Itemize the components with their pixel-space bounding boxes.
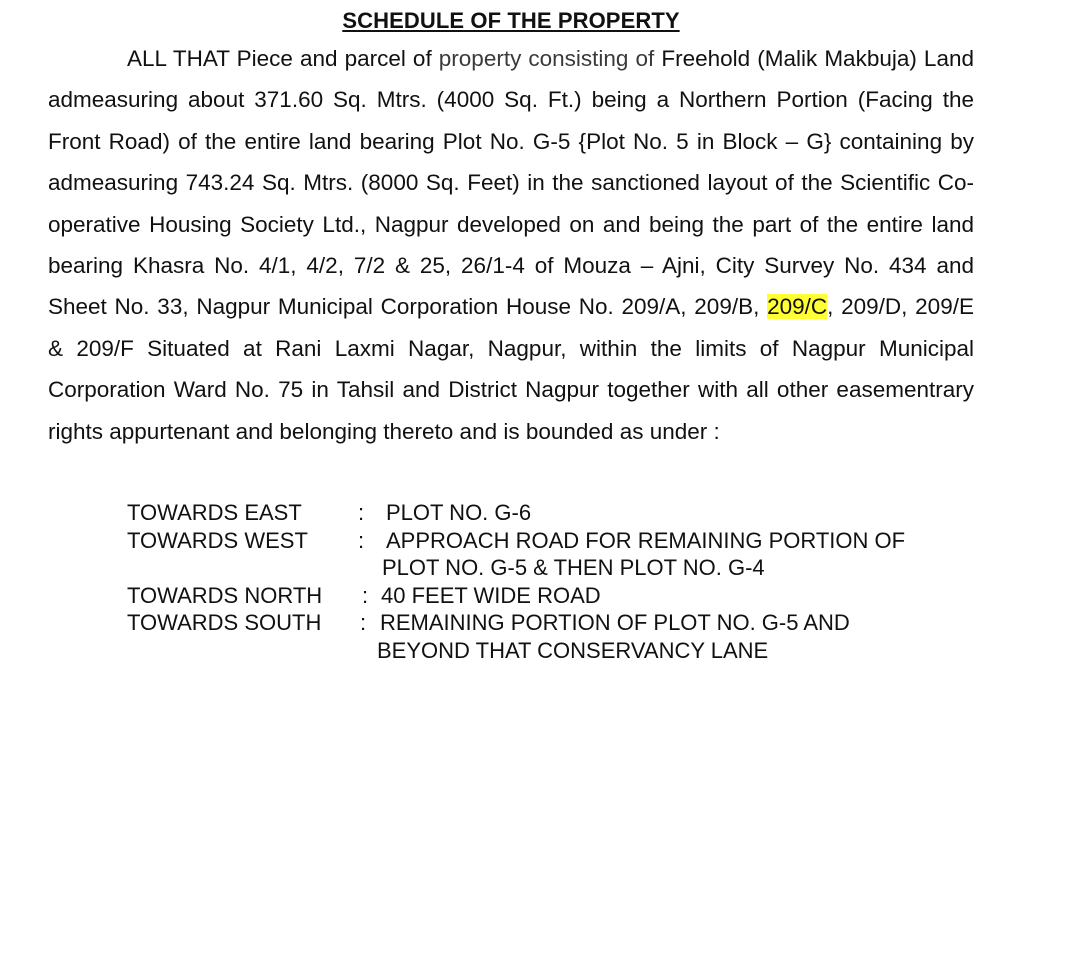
document-title: SCHEDULE OF THE PROPERTY (342, 8, 680, 33)
boundary-value: APPROACH ROAD FOR REMAINING PORTION OF (386, 528, 906, 553)
boundary-value-continued: PLOT NO. G-5 & THEN PLOT NO. G-4 (382, 555, 765, 580)
boundary-value: REMAINING PORTION OF PLOT NO. G-5 AND (380, 610, 850, 635)
boundary-colon: : (362, 583, 369, 608)
boundary-colon: : (358, 528, 365, 553)
paragraph-text-2: property consisting of (438, 46, 655, 71)
boundary-value-continued: BEYOND THAT CONSERVANCY LANE (377, 638, 769, 663)
property-description-paragraph (48, 38, 974, 452)
boundary-value: PLOT NO. G-6 (386, 500, 532, 525)
highlighted-house-number: 209/C (767, 294, 828, 320)
paragraph-text-1: ALL THAT Piece and parcel of (127, 46, 439, 71)
boundary-colon: : (358, 500, 365, 525)
boundary-value: 40 FEET WIDE ROAD (381, 583, 601, 608)
boundary-colon: : (360, 610, 367, 635)
boundary-label: TOWARDS NORTH (127, 583, 323, 608)
paragraph-text-3: Freehold (Malik Makbuja) Land admeasuring about 371.60 Sq. Mtrs. (4000 Sq. Ft.) being a Northern Portion (Facing the Front Road) of the entire land bearing Plot No. G-5 {Plot No. 5 in Block – G} containing by admeasuring 743.24 Sq. Mtrs. (8000 Sq. Feet) in the sanctioned layout of the Scientific Co-operative Housing Society Ltd., Nagpur developed on and being the part of the entire land bearing Khasra No. 4/1, 4/2, 7/2 & 25, 26/1-4 of Mouza – Ajni, City Survey No. 434 and Sheet No. 33, Nagpur Municipal Corporation House No. 209/A, 209/B, (48, 46, 974, 320)
boundary-label: TOWARDS WEST (127, 528, 308, 553)
boundary-label: TOWARDS EAST (127, 500, 302, 525)
boundary-label: TOWARDS SOUTH (127, 610, 322, 635)
paragraph-text-4: , 209/D, 209/E & 209/F Situated at Rani Laxmi Nagar, Nagpur, within the limits of Nagpur Municipal Corporation Ward No. 75 in Tahsil and District Nagpur together with all other easementrary rights appurtenant and belonging thereto and is bounded as under : (48, 294, 974, 444)
